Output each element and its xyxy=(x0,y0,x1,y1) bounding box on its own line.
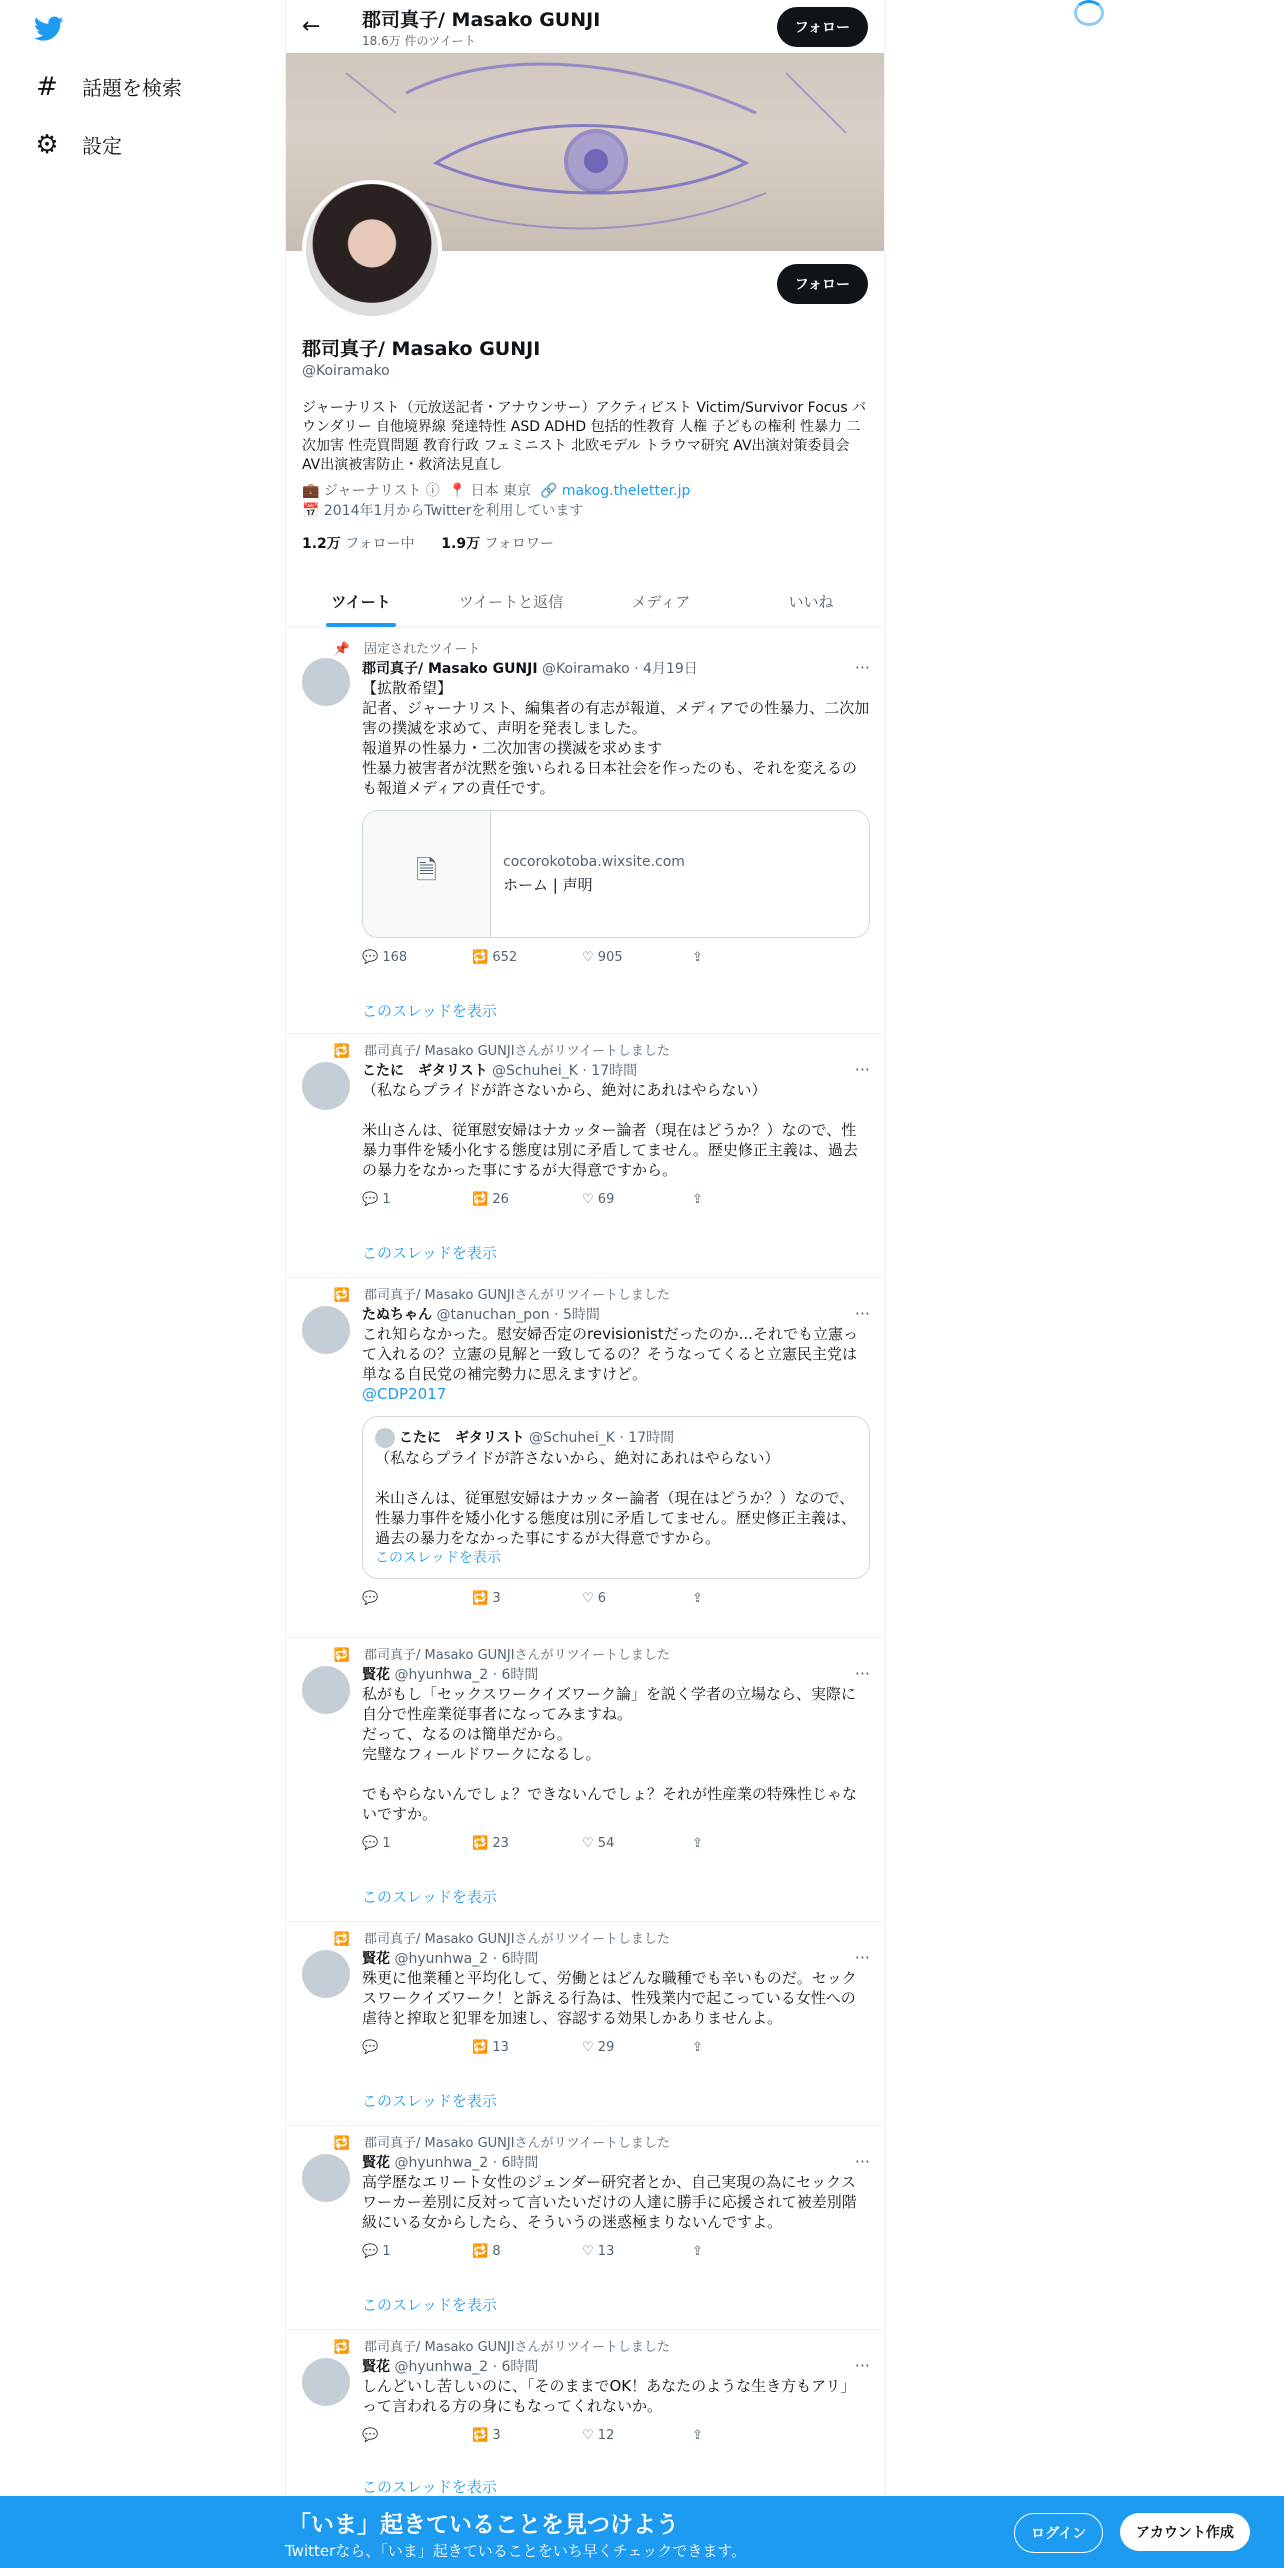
tweet-author[interactable]: たぬちゃん xyxy=(362,1307,432,1323)
tweet-actions xyxy=(362,2244,870,2259)
retweet-button[interactable]: 🔁 26 xyxy=(472,1192,509,1207)
tweet-handle[interactable]: @tanuchan_pon · 5時間 xyxy=(436,1307,600,1323)
like-button[interactable]: ♡ 6 xyxy=(582,1591,607,1606)
bottom-subtext: Twitterなら、「いま」起きていることをいち早くチェックできます。 xyxy=(285,2542,747,2560)
tweet-handle[interactable]: @hyunhwa_2 · 6時間 xyxy=(394,2155,539,2171)
retweet-count: 13 xyxy=(492,2040,509,2055)
reply-button[interactable]: 💬 1 xyxy=(362,1192,391,1207)
tweet-actions xyxy=(362,950,870,965)
following-count: 1.2万 xyxy=(302,536,341,552)
retweet-button[interactable]: 🔁 23 xyxy=(472,1836,509,1851)
following-label: フォロー中 xyxy=(345,536,415,552)
like-count: 13 xyxy=(597,2244,615,2259)
tweet-body xyxy=(362,2152,870,2259)
tweet-header xyxy=(362,1664,870,1684)
loading-spinner-icon xyxy=(1074,0,1104,26)
signup-prompt-bar xyxy=(0,2496,1284,2568)
avatar[interactable] xyxy=(302,2154,350,2202)
tweet-context xyxy=(316,1040,670,1059)
tweet-context xyxy=(316,2132,670,2151)
more-icon[interactable]: ··· xyxy=(854,1060,870,1079)
tweet-author[interactable]: 賢花 xyxy=(362,1667,390,1683)
tweet-text: 殊更に他業種と平均化して、労働とはどんな職種でも辛いものだ。セックスワークイズワーク！と訴える行為は、性残業内で起こっている女性への虐待と搾取と犯罪を加速し、容認する効果しかありませんよ。 xyxy=(362,1969,857,2027)
tweet-actions xyxy=(362,1192,870,1207)
header-tweet-count: 18.6万 件のツイート xyxy=(362,33,476,48)
avatar[interactable] xyxy=(302,2358,350,2406)
followers-label: フォロワー xyxy=(484,536,554,552)
tweet-handle[interactable]: @hyunhwa_2 · 6時間 xyxy=(394,1667,539,1683)
tweet-body xyxy=(362,1304,870,1606)
retweet-count: 3 xyxy=(492,1591,501,1606)
tab-tweets-and-replies[interactable]: ツイートと返信 xyxy=(458,593,564,611)
profile-link[interactable]: makog.theletter.jp xyxy=(561,483,691,499)
quote-text: （私ならプライドが許さないから、絶対にあれはやらない） 米山さんは、従軍慰安婦はナカッター論者（現在はどうか？）なので、性暴力事件を矮小化する態度は別に矛盾してません。歴史修正主義は、過去の暴力をなかった事にするが大得意ですから。 xyxy=(375,1449,856,1547)
nav-explore[interactable] xyxy=(34,72,182,101)
tweet-context-label: 郡司真子/ Masako GUNJIさんがリツイートしました xyxy=(364,1044,670,1059)
show-thread-link[interactable]: このスレッドを表示 xyxy=(362,1244,497,1262)
tweet-author[interactable]: こたに ギタリスト xyxy=(362,1063,488,1079)
share-icon[interactable]: ⇪ xyxy=(692,1591,703,1606)
header-name: 郡司真子/ Masako GUNJI xyxy=(362,8,601,31)
followers-count: 1.9万 xyxy=(441,536,481,552)
top-bar xyxy=(286,0,884,53)
location-pin-icon: 📍 xyxy=(448,483,467,499)
profile-category: ジャーナリスト xyxy=(323,483,422,499)
share-icon[interactable]: ⇪ xyxy=(692,2428,703,2443)
retweet-button[interactable]: 🔁 13 xyxy=(472,2040,509,2055)
tweet-header xyxy=(362,658,870,678)
tweet-pinned[interactable] xyxy=(286,630,886,1034)
more-icon[interactable]: ··· xyxy=(854,2356,870,2375)
retweet-icon: 🔁 xyxy=(333,2340,350,2355)
tweet-context-label: 郡司真子/ Masako GUNJIさんがリツイートしました xyxy=(364,2340,670,2355)
following-link[interactable] xyxy=(302,536,415,552)
tweet-header xyxy=(362,1948,870,1968)
document-icon: 🗎 xyxy=(363,811,491,937)
like-count: 12 xyxy=(597,2428,615,2443)
retweet-count: 652 xyxy=(492,950,518,965)
tweet-body xyxy=(362,2356,870,2443)
tweet-context xyxy=(316,1284,670,1303)
quoted-tweet[interactable] xyxy=(362,1416,870,1579)
tweet-text: しんどいし苦しいのに、「そのままでOK！あなたのような生き方もアリ」って言われる方の身にもなってくれないか。 xyxy=(362,2377,856,2415)
profile-joined: 2014年1月からTwitterを利用しています xyxy=(323,503,584,519)
quote-thread-link[interactable]: このスレッドを表示 xyxy=(375,1550,501,1566)
retweet-count: 26 xyxy=(492,1192,509,1207)
reply-count: 1 xyxy=(382,2244,391,2259)
retweet-count: 3 xyxy=(492,2428,501,2443)
profile-avatar[interactable] xyxy=(302,180,442,320)
main-column xyxy=(285,0,885,2568)
mention-link[interactable]: @CDP2017 xyxy=(362,1385,447,1403)
tweet-header xyxy=(362,1060,870,1080)
tweet-handle[interactable]: @Koiramako · 4月19日 xyxy=(542,661,698,677)
profile-meta xyxy=(302,481,872,521)
avatar xyxy=(375,1428,395,1448)
show-thread-link[interactable]: このスレッドを表示 xyxy=(362,2092,497,2110)
tweet-handle[interactable]: @Schuhei_K · 17時間 xyxy=(492,1063,638,1079)
tweet-context xyxy=(316,1928,670,1947)
tweet-text: 【拡散希望】 記者、ジャーナリスト、編集者の有志が報道、メディアでの性暴力、二次加害の撲滅を求めて、声明を発表しました。 報道界の性暴力・二次加害の撲滅を求めます 性暴力被害者が沈黙を強いられる日本社会を作ったのも、それを変えるのも報道メディアの責任です。 xyxy=(362,679,870,797)
avatar[interactable] xyxy=(302,1062,350,1110)
avatar[interactable] xyxy=(302,658,350,706)
like-button[interactable]: ♡ 29 xyxy=(582,2040,615,2055)
show-thread-link[interactable]: このスレッドを表示 xyxy=(362,2478,497,2496)
reply-count: 1 xyxy=(382,1836,391,1851)
share-icon[interactable]: ⇪ xyxy=(692,1836,703,1851)
tab-likes[interactable]: いいね xyxy=(788,593,834,611)
tweet[interactable] xyxy=(286,1278,886,1638)
tweet-body xyxy=(362,1948,870,2055)
tweet-actions xyxy=(362,1591,870,1606)
quote-handle: @Schuhei_K · 17時間 xyxy=(529,1430,675,1446)
tweet-actions xyxy=(362,2040,870,2055)
quote-author: こたに ギタリスト xyxy=(399,1430,525,1446)
share-icon[interactable]: ⇪ xyxy=(692,950,703,965)
tweet-handle[interactable]: @hyunhwa_2 · 6時間 xyxy=(394,2359,539,2375)
avatar[interactable] xyxy=(302,1950,350,1998)
avatar[interactable] xyxy=(302,1666,350,1714)
tab-media[interactable]: メディア xyxy=(631,593,691,611)
more-icon[interactable]: ··· xyxy=(854,1304,870,1323)
reply-button[interactable]: 💬 xyxy=(362,2428,379,2443)
like-button[interactable]: ♡ 69 xyxy=(582,1192,615,1207)
retweet-button[interactable]: 🔁 3 xyxy=(472,2428,501,2443)
show-thread-link[interactable]: このスレッドを表示 xyxy=(362,2296,497,2314)
tab-tweets[interactable]: ツイート xyxy=(286,572,436,627)
reply-button[interactable]: 💬 1 xyxy=(362,2244,391,2259)
like-count: 54 xyxy=(597,1836,615,1851)
profile-location: 日本 東京 xyxy=(470,483,532,499)
tweet-body xyxy=(362,1664,870,1851)
tweet-author[interactable]: 賢花 xyxy=(362,2155,390,2171)
tweet-context-label: 郡司真子/ Masako GUNJIさんがリツイートしました xyxy=(364,1932,670,1947)
reply-count: 1 xyxy=(382,1192,391,1207)
tweet-actions xyxy=(362,2428,870,2443)
reply-button[interactable]: 💬 xyxy=(362,2040,379,2055)
reply-button[interactable]: 💬 xyxy=(362,1591,379,1606)
bottom-headline: 「いま」起きていることを見つけよう xyxy=(288,2512,679,2538)
profile-tabs xyxy=(286,572,886,628)
profile-follow-button[interactable]: フォロー xyxy=(777,264,868,304)
like-count: 29 xyxy=(597,2040,615,2055)
tweet-text: 私がもし「セックスワークイズワーク論」を説く学者の立場なら、実際に自分で性産業従事者になってみますね。 だって、なるのは簡単だから。 完璧なフィールドワークになるし。 でもやらないんでしょ？できないんでしょ？それが性産業の特殊性じゃないですか。 xyxy=(362,1685,858,1823)
profile-info xyxy=(302,334,872,553)
tweet-actions xyxy=(362,1836,870,1851)
nav-settings[interactable] xyxy=(34,130,122,159)
more-icon[interactable]: ··· xyxy=(854,1664,870,1683)
profile-stats xyxy=(302,533,872,553)
like-count: 69 xyxy=(597,1192,615,1207)
tweet[interactable] xyxy=(286,1922,886,2126)
like-button[interactable]: ♡ 13 xyxy=(582,2244,615,2259)
quote-header xyxy=(375,1427,857,1448)
tweet[interactable] xyxy=(286,2126,886,2330)
reply-button[interactable]: 💬 168 xyxy=(362,950,408,965)
tweet[interactable] xyxy=(286,1034,886,1278)
tweet-context xyxy=(316,2336,670,2355)
more-icon[interactable]: ··· xyxy=(854,658,870,677)
tweet-author[interactable]: 賢花 xyxy=(362,1951,390,1967)
like-button[interactable]: ♡ 12 xyxy=(582,2428,615,2443)
share-icon[interactable]: ⇪ xyxy=(692,2040,703,2055)
more-icon[interactable]: ··· xyxy=(854,2152,870,2171)
nav-explore-label: 話題を検索 xyxy=(82,76,182,100)
link-icon: 🔗 xyxy=(539,483,558,499)
retweet-button[interactable]: 🔁 3 xyxy=(472,1591,501,1606)
followers-link[interactable] xyxy=(441,536,554,552)
nav-settings-label: 設定 xyxy=(82,134,122,158)
retweet-icon: 🔁 xyxy=(333,1932,350,1947)
back-arrow-icon[interactable]: ← xyxy=(302,14,321,39)
reply-count: 168 xyxy=(382,950,408,965)
top-title xyxy=(362,5,600,49)
show-thread-link[interactable]: このスレッドを表示 xyxy=(362,1888,497,1906)
calendar-icon: 📅 xyxy=(302,503,320,519)
more-icon[interactable]: ··· xyxy=(854,1948,870,1967)
share-icon[interactable]: ⇪ xyxy=(692,2244,703,2259)
profile-handle: @Koiramako xyxy=(302,363,390,379)
briefcase-icon: 💼 xyxy=(302,483,320,499)
tweet-context-label: 固定されたツイート xyxy=(364,642,481,657)
tweet-context xyxy=(316,1644,670,1663)
link-card[interactable] xyxy=(362,810,870,938)
retweet-icon: 🔁 xyxy=(333,2136,350,2151)
like-count: 6 xyxy=(597,1591,607,1606)
retweet-count: 8 xyxy=(492,2244,501,2259)
card-domain: cocorokotoba.wixsite.com xyxy=(503,853,685,870)
card-title: ホーム | 声明 xyxy=(503,875,593,894)
tweet-handle[interactable]: @hyunhwa_2 · 6時間 xyxy=(394,1951,539,1967)
like-button[interactable]: ♡ 905 xyxy=(582,950,623,965)
tweet-body xyxy=(362,1060,870,1207)
share-icon[interactable]: ⇪ xyxy=(692,1192,703,1207)
tweet-text: これ知らなかった。慰安婦否定のrevisionistだったのか...それでも立憲って入れるの？立憲の見解と一致してるの？そうなってくると立憲民主党は単なる自民党の補完勢力に思えますけど。 xyxy=(362,1325,858,1383)
tweet[interactable] xyxy=(286,2330,886,2500)
tweet-context xyxy=(316,638,480,657)
header-follow-button[interactable]: フォロー xyxy=(777,7,868,47)
signup-button[interactable]: アカウント作成 xyxy=(1120,2513,1250,2551)
tweet-context-label: 郡司真子/ Masako GUNJIさんがリツイートしました xyxy=(364,1288,670,1303)
tweet-context-label: 郡司真子/ Masako GUNJIさんがリツイートしました xyxy=(364,2136,670,2151)
avatar[interactable] xyxy=(302,1306,350,1354)
hashtag-icon: # xyxy=(36,71,58,102)
tweet-author[interactable]: 賢花 xyxy=(362,2359,390,2375)
pin-icon: 📌 xyxy=(333,642,350,657)
retweet-count: 23 xyxy=(492,1836,509,1851)
login-button[interactable]: ログイン xyxy=(1014,2513,1103,2553)
tweet-header xyxy=(362,2356,870,2376)
profile-bio: ジャーナリスト（元放送記者・アナウンサー）アクティビスト Victim/Survivor Focus バウンダリー 自他境界線 発達特性 ASD ADHD 包括的性教育 人権 子どもの権利 性暴力 二次加害 性売買問題 教育行政 フェミニスト 北欧モデル トラウマ研究 AV出演対策委員会 AV出演被害防止・救済法見直し xyxy=(302,400,867,473)
profile-name: 郡司真子/ Masako GUNJI xyxy=(302,338,541,360)
twitter-bird-icon[interactable] xyxy=(34,16,64,42)
info-icon[interactable]: ⓘ xyxy=(425,483,440,499)
reply-button[interactable]: 💬 1 xyxy=(362,1836,391,1851)
tweet-header xyxy=(362,2152,870,2172)
tweet-text: 高学歴なエリート女性のジェンダー研究者とか、自己実現の為にセックスワーカー差別に反対って言いたいだけの人達に勝手に応援されて被差別階級にいる女からしたら、そういうの迷惑極まりないんですよ。 xyxy=(362,2173,857,2231)
retweet-button[interactable]: 🔁 8 xyxy=(472,2244,501,2259)
tweet-body xyxy=(362,658,870,965)
retweet-icon: 🔁 xyxy=(333,1044,350,1059)
like-button[interactable]: ♡ 54 xyxy=(582,1836,615,1851)
retweet-button[interactable]: 🔁 652 xyxy=(472,950,518,965)
retweet-icon: 🔁 xyxy=(333,1648,350,1663)
tweet[interactable] xyxy=(286,1638,886,1922)
tweet-header xyxy=(362,1304,870,1324)
tweet-author[interactable]: 郡司真子/ Masako GUNJI xyxy=(362,661,538,677)
tweet-context-label: 郡司真子/ Masako GUNJIさんがリツイートしました xyxy=(364,1648,670,1663)
like-count: 905 xyxy=(597,950,623,965)
tweet-text: （私ならプライドが許さないから、絶対にあれはやらない） 米山さんは、従軍慰安婦はナカッター論者（現在はどうか？）なので、性暴力事件を矮小化する態度は別に矛盾してません。歴史修正主義は、過去の暴力をなかった事にするが大得意ですから。 xyxy=(362,1081,858,1179)
retweet-icon: 🔁 xyxy=(333,1288,350,1303)
gear-icon: ⚙ xyxy=(35,129,59,160)
show-thread-link[interactable]: このスレッドを表示 xyxy=(362,1002,497,1020)
